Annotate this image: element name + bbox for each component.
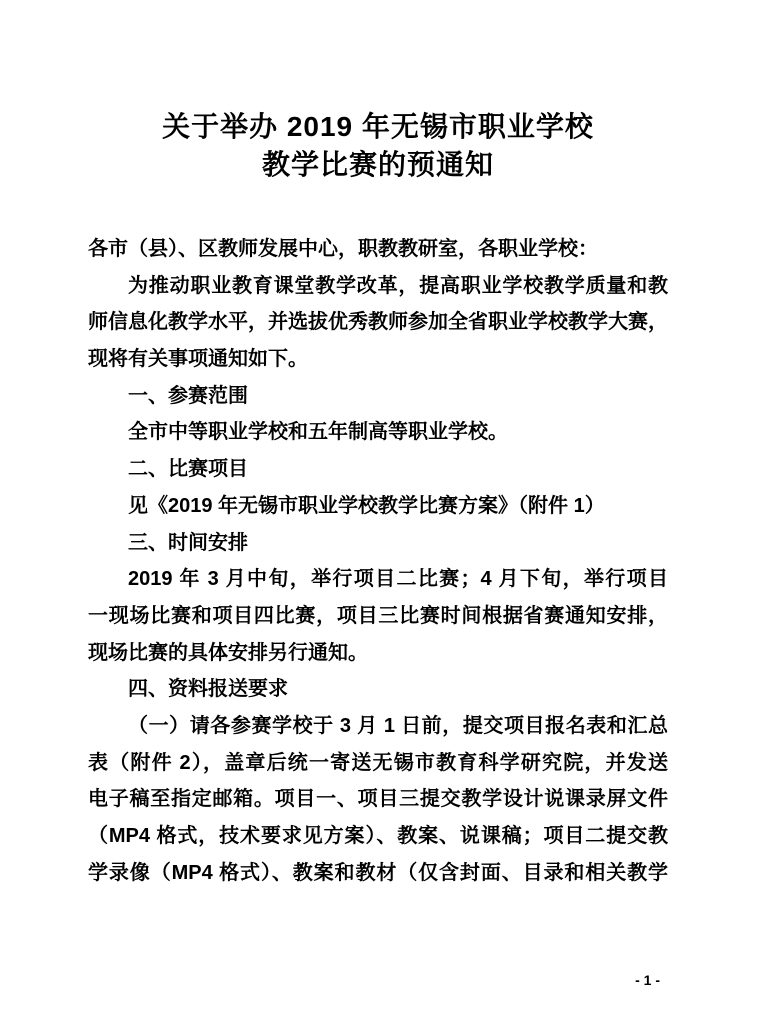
title-line-2: 教学比赛的预通知: [261, 149, 494, 180]
document-title: [88, 108, 668, 184]
body-line: 各市（县）、区教师发展中心，职教教研室，各职业学校：: [88, 238, 598, 260]
body-line: 学录像（MP4 格式）、教案和教材（仅含封面、目录和相关教学: [88, 861, 668, 884]
body-line: （MP4 格式，技术要求见方案）、教案、说课稿；项目二提交教: [88, 825, 668, 847]
body-line: 二、比赛项目: [128, 458, 248, 481]
body-line: 全市中等职业学校和五年制高等职业学校。: [128, 421, 508, 444]
body-line: （一）请各参赛学校于 3 月 1 日前，提交项目报名表和汇总: [128, 714, 668, 737]
body-line: 表（附件 2），盖章后统一寄送无锡市教育科学研究院，并发送: [88, 751, 668, 774]
body-line: 三、时间安排: [128, 531, 248, 554]
body-line: 师信息化教学水平，并选拔优秀教师参加全省职业学校教学大赛，: [88, 311, 668, 334]
body-line: 一、参赛范围: [128, 384, 248, 407]
body-line: 见《2019 年无锡市职业学校教学比赛方案》（附件 1）: [128, 494, 605, 517]
body-line: 现将有关事项通知如下。: [88, 348, 308, 371]
body-line: 电子稿至指定邮箱。项目一、项目三提交教学设计说课录屏文件: [88, 788, 668, 811]
document-body: [88, 231, 668, 891]
body-line: 一现场比赛和项目四比赛，项目三比赛时间根据省赛通知安排，: [88, 604, 668, 627]
page-number: - 1 -: [635, 972, 660, 988]
body-line: 现场比赛的具体安排另行通知。: [88, 641, 368, 664]
title-line-1: 关于举办 2019 年无锡市职业学校: [162, 111, 594, 142]
page-footer: [88, 970, 660, 990]
body-line: 四、资料报送要求: [128, 678, 288, 701]
body-line: 为推动职业教育课堂教学改革，提高职业学校教学质量和教: [128, 274, 668, 297]
body-line: 2019 年 3 月中旬，举行项目二比赛；4 月下旬，举行项目: [128, 568, 668, 591]
